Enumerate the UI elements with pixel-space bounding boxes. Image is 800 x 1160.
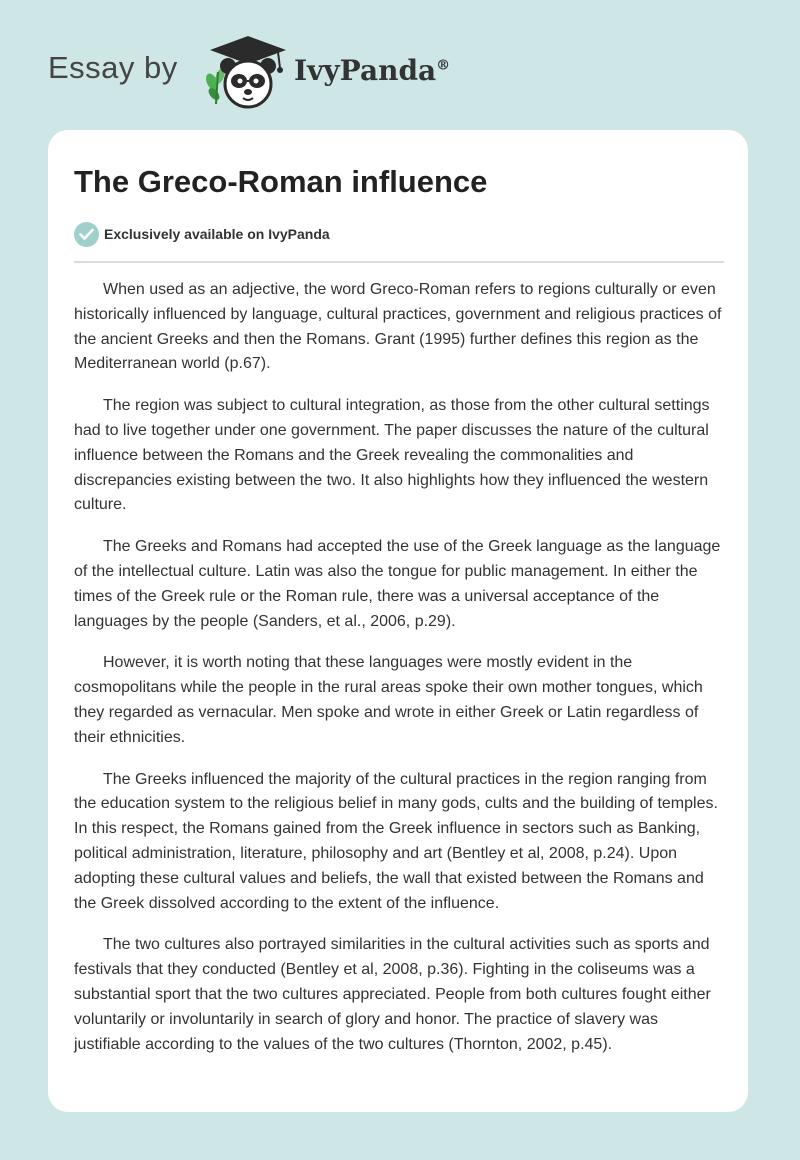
essay-by-label: Essay by [48, 50, 178, 85]
essay-body [74, 278, 724, 1074]
leaf-icon [204, 67, 227, 104]
registered-mark: ® [436, 57, 451, 74]
site-header [48, 32, 748, 112]
exclusive-label: Exclusively available on IvyPanda [104, 226, 330, 242]
brand-name[interactable] [294, 54, 450, 87]
paragraph: The region was subject to cultural integration, as those from the other cultural settings had to live together under one government. The paper discusses the nature of the cultural influence between the Romans and the Greek revealing the commonalities and discrepancies existing between the two. It also highlights how they influenced the western culture. [74, 397, 710, 514]
panda-graduate-icon[interactable] [200, 34, 292, 110]
paragraph: The Greeks influenced the majority of the cultural practices in the region ranging from the education system to the religious belief in many gods, cults and the building of temples. In this respect, the Romans gained from the Greek influence in sectors such as Banking, political administration, literature, philosophy and art (Bentley et al, 2008, p.24). Upon adopting these cultural values and beliefs, the wall that existed between the Romans and the Greek dissolved according to the extent of the influence. [74, 770, 718, 912]
check-circle-icon [74, 222, 99, 247]
paragraph: However, it is worth noting that these languages were mostly evident in the cosmopolitans while the people in the rural areas spoke their own mother tongues, which they regarded as vernacular. Men spoke and wrote in either Greek or Latin regardless of their ethnicities. [74, 654, 703, 746]
essay-card [48, 130, 748, 1112]
paragraph: When used as an adjective, the word Greco-Roman refers to regions culturally or even historically influenced by language, cultural practices, government and religious practices of the ancient Greeks and then the Romans. Grant (1995) further defines this region as the Mediterranean world (p.67). [74, 281, 722, 373]
divider [74, 261, 724, 263]
page-title: The Greco-Roman influence [74, 164, 488, 199]
paragraph: The two cultures also portrayed similarities in the cultural activities such as sports and festivals that they conducted (Bentley et al, 2008, p.36). Fighting in the coliseums was a substantial sport that the two cultures appreciated. People from both cultures fought either voluntarily or involuntarily in search of glory and honor. The practice of slavery was justifiable according to the values of the two cultures (Thornton, 2002, p.45). [74, 936, 711, 1053]
exclusive-badge [74, 222, 474, 248]
paragraph: The Greeks and Romans had accepted the use of the Greek language as the language of the intellectual culture. Latin was also the tongue for public management. In either the times of the Greek rule or the Roman rule, there was a universal acceptance of the languages by the people (Sanders, et al., 2006, p.29). [74, 538, 721, 630]
brand-text: IvyPanda [294, 54, 437, 87]
